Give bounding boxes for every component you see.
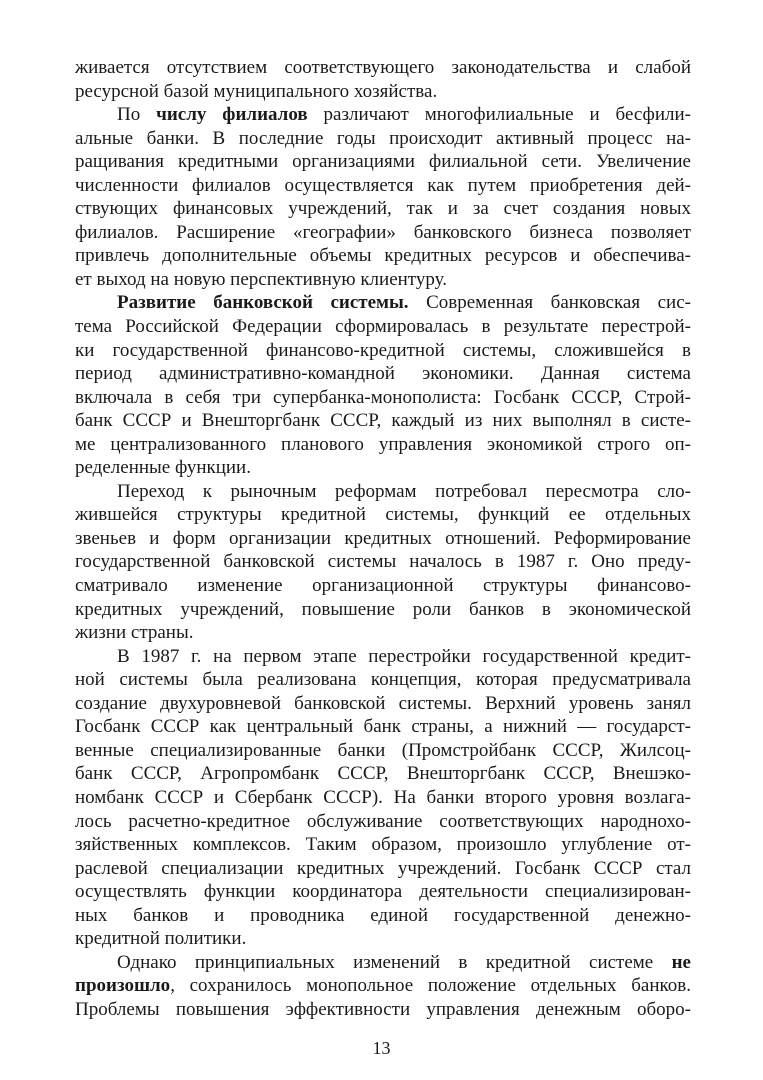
text-line (75, 527, 691, 551)
text-segment: номбанк СССР и Сбербанк СССР). На банки второго уровня возлага- (75, 786, 691, 808)
text-line (75, 668, 691, 692)
text-segment: зяйственных комплексов. Таким образом, произошло углубление от- (75, 834, 691, 856)
text-line (75, 762, 691, 786)
text-segment: ределенные функции. (75, 457, 251, 479)
text-segment: филиалов. Расширение «географии» банковского бизнеса позволяет (75, 221, 691, 243)
text-line (75, 645, 691, 669)
text-segment: альные банки. В последние годы происходит активный процесс на- (75, 127, 691, 149)
paragraph (75, 56, 691, 103)
text-segment: ресурсной базой муниципального хозяйства. (75, 80, 438, 102)
text-line (75, 998, 691, 1022)
text-segment: ных банков и проводника единой государственной денежно- (75, 904, 691, 926)
text-line (75, 951, 691, 975)
text-segment: ет выход на новую перспективную клиентуру. (75, 268, 447, 290)
paragraph (75, 951, 691, 1022)
text-segment: Проблемы повышения эффективности управления денежным оборо- (75, 998, 691, 1020)
text-line (75, 56, 691, 80)
text-segment: жившейся структуры кредитной системы, функций ее отдельных (75, 504, 691, 526)
text-segment: ращивания кредитными организациями филиальной сети. Увеличение (75, 151, 691, 173)
text-segment: Современная банковская сис- (408, 292, 691, 314)
text-line (75, 904, 691, 928)
text-line (75, 927, 691, 951)
text-segment: жизни страны. (75, 622, 194, 644)
text-segment: , сохранилось монопольное положение отдельных банков. (170, 975, 691, 997)
text-line (75, 80, 691, 104)
text-line (75, 150, 691, 174)
text-line (75, 974, 691, 998)
text-segment: ки государственной финансово-кредитной системы, сложившейся в (75, 339, 691, 361)
text-line (75, 409, 691, 433)
text-line (75, 456, 691, 480)
text-segment: банк СССР и Внешторгбанк СССР, каждый из них выполнял в систе- (75, 410, 691, 432)
text-line (75, 339, 691, 363)
text-segment: кредитных учреждений, повышение роли банков в экономической (75, 598, 691, 620)
text-line (75, 127, 691, 151)
text-segment: сматривало изменение организационной структуры финансово- (75, 575, 691, 597)
text-segment: банк СССР, Агропромбанк СССР, Внешторгбанк СССР, Внешэко- (75, 763, 691, 785)
text-line (75, 503, 691, 527)
page-number: 13 (372, 1038, 391, 1058)
text-line (75, 174, 691, 198)
text-segment: В 1987 г. на первом этапе перестройки государственной кредит- (117, 645, 691, 667)
text-line (75, 715, 691, 739)
text-line (75, 291, 691, 315)
text-segment: живается отсутствием соответствующего законодательства и слабой (75, 57, 691, 78)
paragraph (75, 291, 691, 479)
text-line (75, 574, 691, 598)
text-segment: Переход к рыночным реформам потребовал пересмотра сло- (117, 480, 691, 502)
text-line (75, 221, 691, 245)
text-line (75, 103, 691, 127)
text-line (75, 692, 691, 716)
paragraph (75, 103, 691, 291)
text-segment: венные специализированные банки (Промстройбанк СССР, Жилсоц- (75, 739, 691, 761)
text-segment: По (117, 104, 157, 126)
text-line (75, 739, 691, 763)
text-segment: различают многофилиальные и бесфили- (307, 104, 691, 126)
text-line (75, 621, 691, 645)
bold-term: не (671, 951, 691, 973)
text-segment: государственной банковской системы началось в 1987 г. Оно преду- (75, 551, 691, 573)
paragraph (75, 480, 691, 645)
text-segment: период административно-командной экономики. Данная система (75, 363, 691, 385)
text-line (75, 880, 691, 904)
text-segment: создание двухуровневой банковской системы. Верхний уровень занял (75, 692, 691, 714)
text-segment: звеньев и форм организации кредитных отношений. Реформирование (75, 527, 691, 549)
text-line (75, 857, 691, 881)
bold-term: числу филиалов (156, 104, 308, 126)
text-line (75, 386, 691, 410)
text-segment: тема Российской Федерации сформировалась в результате перестрой- (75, 316, 691, 338)
text-segment: кредитной политики. (75, 928, 247, 950)
text-segment: осуществлять функции координатора деятельности специализирован- (75, 881, 691, 903)
text-line (75, 550, 691, 574)
text-line (75, 315, 691, 339)
text-line (75, 786, 691, 810)
bold-term: Развитие банковской системы. (117, 292, 409, 314)
text-segment: ме централизованного планового управления экономикой строго оп- (75, 433, 691, 455)
document-page-body (75, 56, 691, 1021)
text-segment: Госбанк СССР как центральный банк страны, а нижний — государст- (75, 716, 691, 738)
text-line (75, 268, 691, 292)
text-segment: включала в себя три супербанка-монополиста: Госбанк СССР, Строй- (75, 386, 691, 408)
text-line (75, 833, 691, 857)
text-line (75, 480, 691, 504)
text-segment: ной системы была реализована концепция, которая предусматривала (75, 669, 691, 691)
bold-term: произошло (75, 975, 171, 997)
text-line (75, 362, 691, 386)
text-line (75, 598, 691, 622)
text-segment: раслевой специализации кредитных учреждений. Госбанк СССР стал (75, 857, 691, 879)
text-segment: ствующих финансовых учреждений, так и за счет создания новых (75, 198, 691, 220)
text-segment: привлечь дополнительные объемы кредитных ресурсов и обеспечива- (75, 245, 691, 267)
text-segment: численности филиалов осуществляется как путем приобретения дей- (75, 174, 691, 196)
text-segment: лось расчетно-кредитное обслуживание соответствующих народнохо- (75, 810, 691, 832)
paragraph (75, 645, 691, 951)
text-segment: Однако принципиальных изменений в кредитной системе (117, 951, 672, 973)
text-line (75, 197, 691, 221)
text-line (75, 433, 691, 457)
text-line (75, 810, 691, 834)
text-line (75, 244, 691, 268)
